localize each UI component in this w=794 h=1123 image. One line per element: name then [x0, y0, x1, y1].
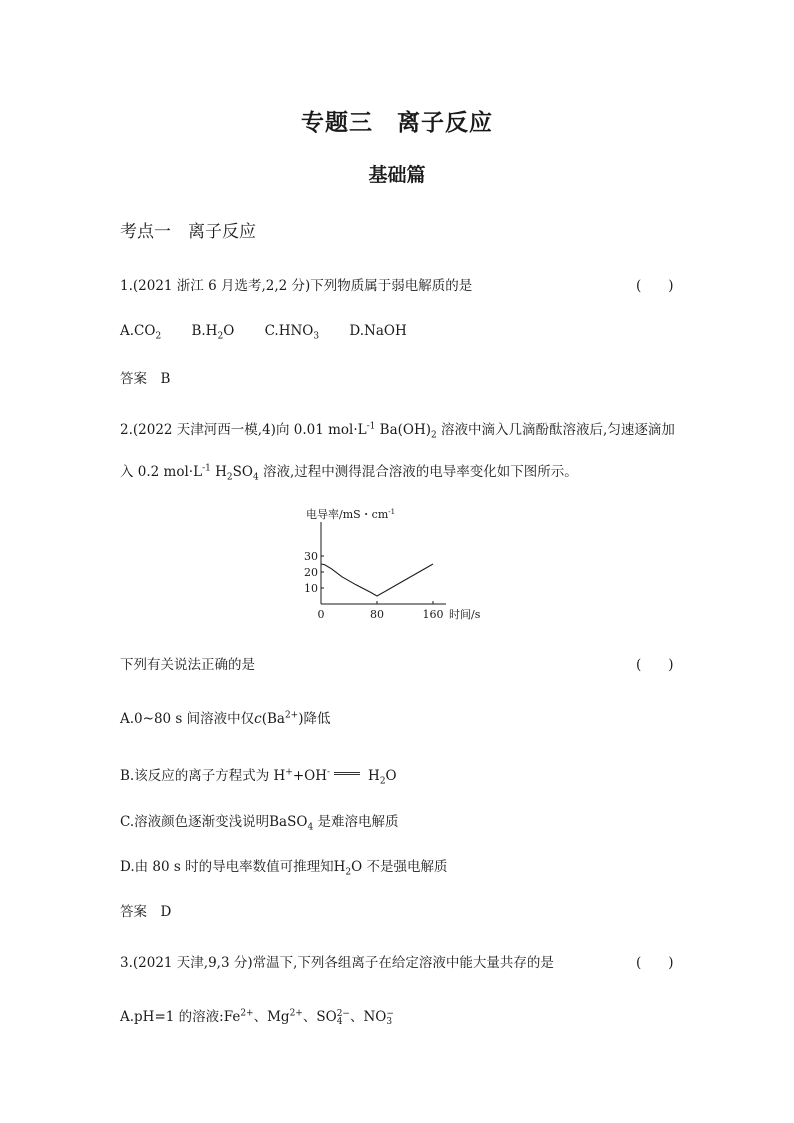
chart-y-tick-label-10: 10 — [304, 582, 318, 595]
chart-y-tick-label-30: 30 — [304, 550, 318, 563]
page-title: 专题三 离子反应 — [301, 110, 493, 136]
equals-sign — [334, 772, 360, 775]
q2-stem-line1: 2.(2022 天津河西一模,4)向 0.01 $mol\cdot L^{-1}$ $Ba(OH)_2$ 溶液中滴入几滴酚酞溶液后,匀速逐滴加 — [120, 421, 675, 441]
q1-answer: 答案 B — [120, 371, 171, 387]
page-subtitle: 基础篇 — [368, 164, 426, 186]
section-heading: 考点一 离子反应 — [120, 222, 256, 242]
q1-answer-blank: ( ) — [636, 278, 674, 294]
q3-stem: 3.(2021 天津,9,3 分)常温下,下列各组离子在给定溶液中能大量共存的是 — [120, 955, 554, 971]
q2-option-d: D.由 80 s 时的导电率数值可推理知$H_2O$ 不是强电解质 — [120, 859, 448, 878]
q2-option-a: A.0~80 s 间溶液中仅$c(Ba^{2+})$降低 — [120, 710, 331, 727]
q2-option-b: B.该反应的离子方程式为 H++OH- $H_2O$ — [120, 767, 397, 787]
q3-option-a: A.pH=1 的溶液$:Fe^{2+}$、$Mg^{2+}$、SO2− 4 、NO− 3 — [120, 1008, 394, 1027]
chart-ylabel: 电导率/mS・$cm^{-1}$ — [306, 508, 396, 521]
q2-prompt: 下列有关说法正确的是 — [120, 657, 255, 673]
q2-answer: 答案 D — [120, 904, 172, 920]
q1-options — [120, 323, 407, 342]
q2-stem-line2: 入 0.2 $mol\cdot L^{-1}$ $H_2SO_4$ 溶液,过程中测得混合溶液的电导率变化如下图所示。 — [120, 463, 578, 483]
chart-x-tick-label-0: 0 — [317, 608, 325, 621]
chart-series-line — [321, 564, 433, 596]
q1-option-c: $C.HNO_3$ — [264, 323, 320, 342]
conductivity-chart — [296, 500, 496, 625]
chart-y-tick-label-20: 20 — [304, 566, 318, 579]
q3-answer-blank: ( ) — [636, 955, 674, 971]
q1-option-a: $A.CO_2$ — [120, 323, 162, 342]
q1-option-d: D.NaOH — [349, 323, 407, 339]
chart-x-tick-label-160: 160 — [422, 608, 444, 621]
q1-stem: 1.(2021 浙江 6 月选考,2,2 分)下列物质属于弱电解质的是 — [120, 278, 473, 294]
q2-answer-blank: ( ) — [636, 657, 674, 673]
chart-xlabel: 时间/s — [449, 608, 481, 621]
chart-x-tick-label-80: 80 — [370, 608, 384, 621]
q2-option-c: C.溶液颜色逐渐变浅说明BaSO$_4$ 是难溶电解质 — [120, 814, 399, 833]
q1-option-b: $B.H_2O$ — [191, 323, 235, 342]
